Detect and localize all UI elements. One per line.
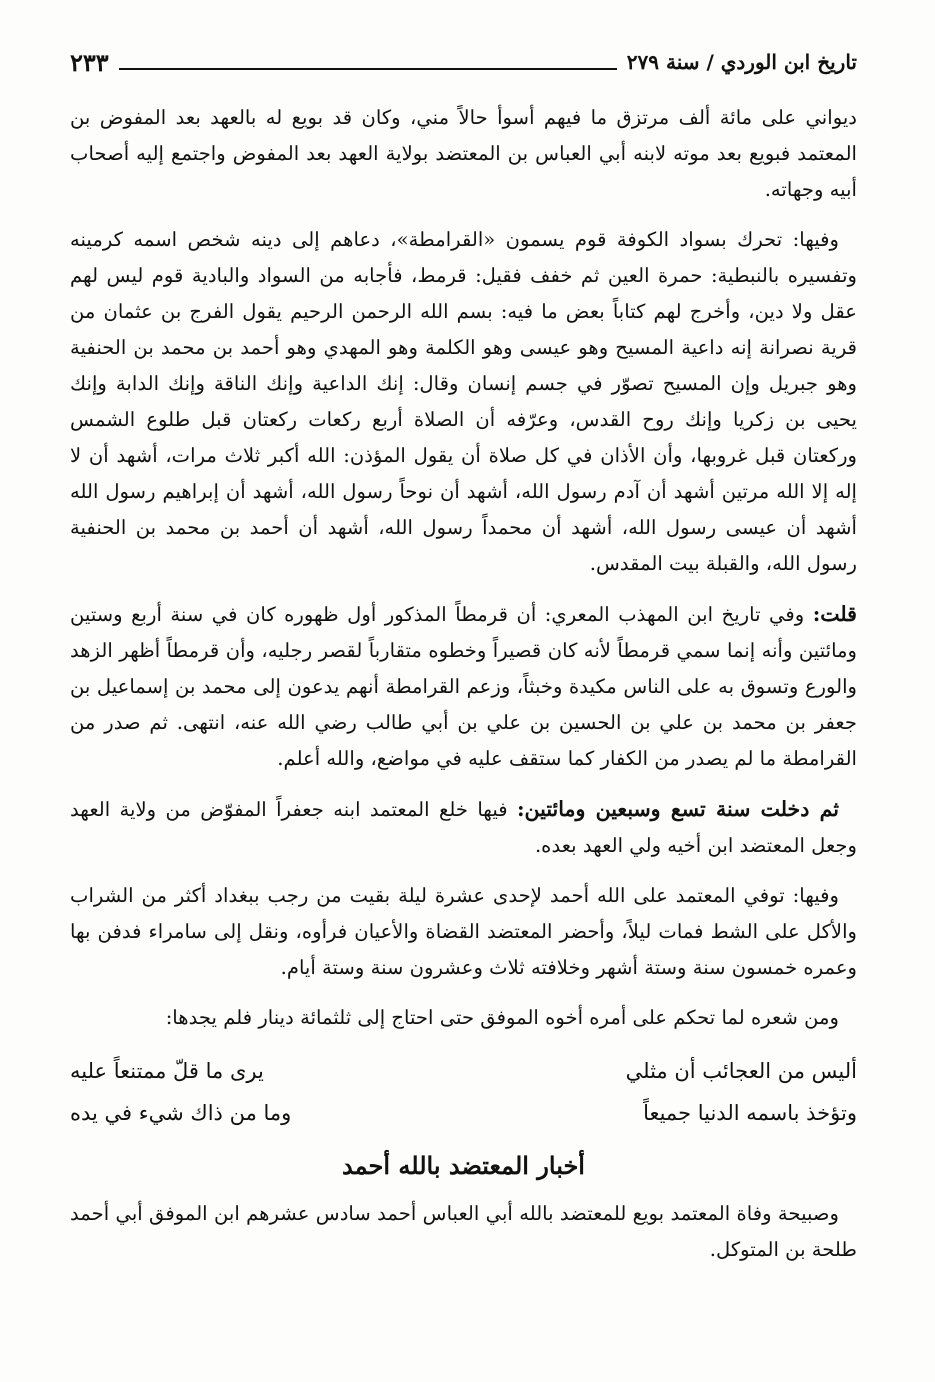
section-title: أخبار المعتضد بالله أحمد xyxy=(342,1151,585,1180)
page xyxy=(70,38,857,1352)
paragraph-closing: وصبيحة وفاة المعتمد بويع للمعتضد بالله أبي العباس أحمد سادس عشرهم ابن الموفق أبي أحمد طلحة بن المتوكل. xyxy=(70,1202,857,1261)
poem-verse xyxy=(70,1050,857,1092)
poem-verse-second-hemistich: وما من ذاك شيء في يده xyxy=(70,1101,292,1125)
paragraph-qultu xyxy=(70,596,857,777)
page-number: ٢٣٣ xyxy=(70,47,109,77)
poem-verse xyxy=(70,1092,857,1134)
paragraph-year-279 xyxy=(70,791,857,864)
running-head: تاريخ ابن الوردي / سنة ٢٧٩ xyxy=(626,50,857,74)
paragraph-qaramita: وفيها: تحرك بسواد الكوفة قوم يسمون «القرامطة»، دعاهم إلى دينه شخص اسمه كرمينه وتفسيره بالنبطية: حمرة العين ثم خفف فقيل: قرمط، فأجابه من السواد والبادية قوم ليس لهم عقل ولا دين، وأخرج لهم كتاباً بعض ما فيه: بسم الله الرحمن الرحيم يقول الفرج بن عثمان من قرية نصرانة إنه داعية المسيح وهو عيسى وهو الكلمة وهو المهدي وهو أحمد بن محمد بن الحنفية وهو جبريل وإن المسيح تصوّر في جسم إنسان وقال: إنك الداعية وإنك الناقة وإنك الدابة وإنك يحيى بن زكريا وإنك روح القدس، وعرّفه أن الصلاة أربع ركعات ركعتان قبل طلوع الشمس وركعتان قبل غروبها، وأن الأذان في كل صلاة أن يقول المؤذن: الله أكبر ثلاث مرات، أشهد أن لا إله إلا الله مرتين أشهد أن آدم رسول الله، أشهد أن نوحاً رسول الله، أشهد أن إبراهيم رسول الله أشهد أن عيسى رسول الله، أشهد أن محمداً رسول الله، أشهد أن أحمد بن محمد بن الحنفية رسول الله، والقبلة بيت المقدس. xyxy=(70,228,857,575)
header-rule xyxy=(119,68,617,70)
paragraph-lead-qultu: قلت: xyxy=(812,602,857,626)
poem xyxy=(70,1050,857,1134)
page-header xyxy=(70,38,857,86)
paragraph-body-year-279: فيها خلع المعتمد ابنه جعفراً المفوّض من ولاية العهد وجعل المعتضد ابن أخيه ولي العهد بعده. xyxy=(70,798,857,857)
poem-verse-second-hemistich: يرى ما قلّ ممتنعاً عليه xyxy=(70,1059,264,1083)
paragraph-diwani: ديواني على مائة ألف مرتزق ما فيهم أسوأ حالاً مني، وكان قد بويع له بالعهد بعد المفوض بن المعتمد فبويع بعد موته لابنه أبي العباس بن المعتضد بولاية العهد بعد المفوض واجتمع إليه أصحاب أبيه وجهاته. xyxy=(70,106,857,201)
paragraph-lead-year-279: ثم دخلت سنة تسع وسبعين ومائتين: xyxy=(516,797,839,821)
poem-verse-first-hemistich: وتؤخذ باسمه الدنيا جميعاً xyxy=(643,1101,857,1125)
paragraph-body-qultu: وفي تاريخ ابن المهذب المعري: أن قرمطاً المذكور أول ظهوره كان في سنة أربع وستين ومائتين وأنه إنما سمي قرمطاً لأنه كان قصيراً وخطوه متقارباً لقصر رجليه، وأن قرمطاً أظهر الزهد والورع وتسوق به على الناس مكيدة وخبثاً، وزعم القرامطة أنهم يدعون إلى محمد بن إسماعيل بن جعفر بن محمد بن علي بن الحسين بن علي بن أبي طالب رضي الله عنه، انتهى. ثم صدر من القرامطة ما لم يصدر من الكفار كما ستقف عليه في مواضع، والله أعلم. xyxy=(70,603,857,770)
paragraph-poem-intro: ومن شعره لما تحكم على أمره أخوه الموفق حتى احتاج إلى ثلثمائة دينار فلم يجدها: xyxy=(165,1006,839,1029)
poem-verse-first-hemistich: أليس من العجائب أن مثلي xyxy=(625,1059,857,1083)
paragraph-death-mutamid: وفيها: توفي المعتمد على الله أحمد لإحدى عشرة ليلة بقيت من رجب ببغداد أكثر من الشراب والأكل على الشط فمات ليلاً، وأحضر المعتضد القضاة والأعيان فرأوه، ونقل إلى سامراء فدفن بها وعمره خمسون سنة وستة أشهر وخلافته ثلاث وعشرون سنة وستة أيام. xyxy=(70,884,857,979)
